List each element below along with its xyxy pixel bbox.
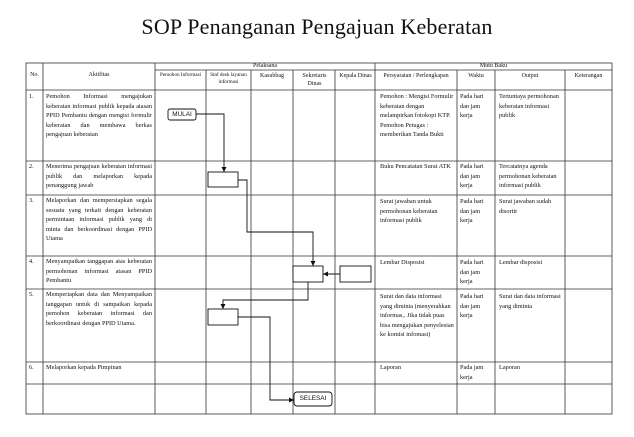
- row-6-output: Laporan: [499, 364, 520, 371]
- row-5-persyaratan: Surat dan data informasi yang diminta (menyerahkan informas,. Jika tidak puas bisa mengajukan penyelesian ke komisi infomasi): [380, 293, 454, 339]
- end-label: SELESAI: [299, 395, 327, 402]
- header-output: Output: [521, 73, 539, 79]
- connector-4: [223, 282, 308, 309]
- row-3-output: Surat jawaban sudah disortir: [499, 198, 552, 215]
- arrowhead-1: [222, 167, 227, 172]
- header-role-kepala: Kepala Dinas: [339, 73, 372, 79]
- arrowhead-3: [323, 272, 328, 277]
- process-box-staf: [208, 172, 238, 187]
- connector-2: [238, 180, 313, 266]
- header-persyaratan: Persyaratan / Perlengkapan: [383, 73, 449, 79]
- row-6-no: 6.: [29, 364, 34, 371]
- header-waktu: Waktu: [468, 73, 484, 79]
- row-4-no: 4.: [29, 258, 34, 265]
- row-5-output: Surat dan data informasi yang diminta: [499, 293, 561, 310]
- row-4-output: Lembar disposisi: [499, 259, 543, 266]
- row-3-no: 3.: [29, 197, 34, 204]
- row-5-no: 5.: [29, 291, 34, 298]
- row-6-waktu: Pada jam kerja: [460, 364, 484, 381]
- row-3-waktu: Pada hari dan jam kerja: [460, 198, 484, 225]
- row-5-waktu: Pada hari dan jam kerja: [460, 293, 484, 320]
- process-box-kepala: [340, 266, 371, 282]
- page-title: SOP Penanganan Pengajuan Keberatan: [141, 14, 493, 39]
- row-4-aktifitas: Menyampaikan tanggapan atas keberatan permohonan informasi atasan PPID Pembantu: [46, 258, 152, 285]
- header-role-pemohon: Pemohon Informasi: [159, 72, 202, 78]
- header-role-kasubbag: Kasubbag: [260, 73, 284, 79]
- header-role-sekretaris: Sekretaris Dinas: [302, 73, 327, 87]
- connector-1: [196, 114, 224, 172]
- header-keterangan: Keterangan: [574, 73, 603, 79]
- row-1-aktifitas: Pemohon Informasi mengajukan keberatan informasi publik kepada atasan PPID Pembantu dengan mengisi formulir keberatan dan membawa berkas pengajuan keberatan: [46, 93, 152, 139]
- header-mutu-baku: Mutu Baku: [479, 63, 508, 69]
- process-box-sekretaris: [293, 266, 323, 282]
- row-3-aktifitas: Melaporkan dan mempersiapkan segala sesuatu yang terkait dengan keberatan permintaan informasi publik yang di minta dan berkoordinasi dengan PPID Utama: [46, 197, 152, 243]
- row-1-persyaratan: Pemohon : Mengisi Formulir keberatan dengan melampirkan fotokopi KTP. Pemohon Petugas : memberikan Tanda Bukti: [380, 93, 454, 139]
- row-1-output: Tertuntaya permohonan keberatan informasi publik: [499, 93, 559, 120]
- row-1-waktu: Pada hari dan jam kerja: [460, 93, 484, 120]
- header-no: No.: [30, 72, 39, 78]
- start-label: MULAI: [172, 111, 192, 118]
- row-6-aktifitas: Melaporkan kepada Pimpinan: [46, 364, 122, 371]
- connector-5: [238, 317, 294, 400]
- header-pelaksana: Pelaksana: [253, 63, 277, 69]
- arrowhead-2: [311, 261, 316, 266]
- row-6-persyaratan: Laporan: [380, 364, 401, 371]
- process-box-staf-2: [208, 309, 238, 325]
- row-3-persyaratan: Surat jawaban untuk permohonan keberatan informasi publik: [380, 198, 438, 225]
- row-2-aktifitas: Menerima pengajuan keberatan informasi publik dan melaporkan kepada penanggung jawab: [46, 163, 152, 190]
- arrowhead-4: [221, 304, 226, 309]
- row-4-persyaratan: Lembar Disposisi: [380, 259, 425, 266]
- row-2-no: 2.: [29, 163, 34, 170]
- header-aktifitas: Aktifitas: [88, 72, 110, 78]
- row-5-aktifitas: Memperiapkan data dan Menyampaikan tanggapan untuk di sampaikan kepada pemohon keberatan informasi dan berkoordinasi dengan PPID Utama.: [46, 291, 152, 327]
- row-1-no: 1.: [29, 93, 34, 100]
- header-role-staf: Staf desk layanan informasi: [210, 72, 247, 85]
- row-2-waktu: Pada hari dan jam kerja: [460, 163, 484, 190]
- row-2-persyaratan: Buku Pencatatan Surat ATK: [380, 163, 451, 170]
- row-2-output: Tercatatnya agenda permohonan keberatan informasi publik: [499, 163, 557, 190]
- row-4-waktu: Pada hari dan jam kerja: [460, 259, 484, 286]
